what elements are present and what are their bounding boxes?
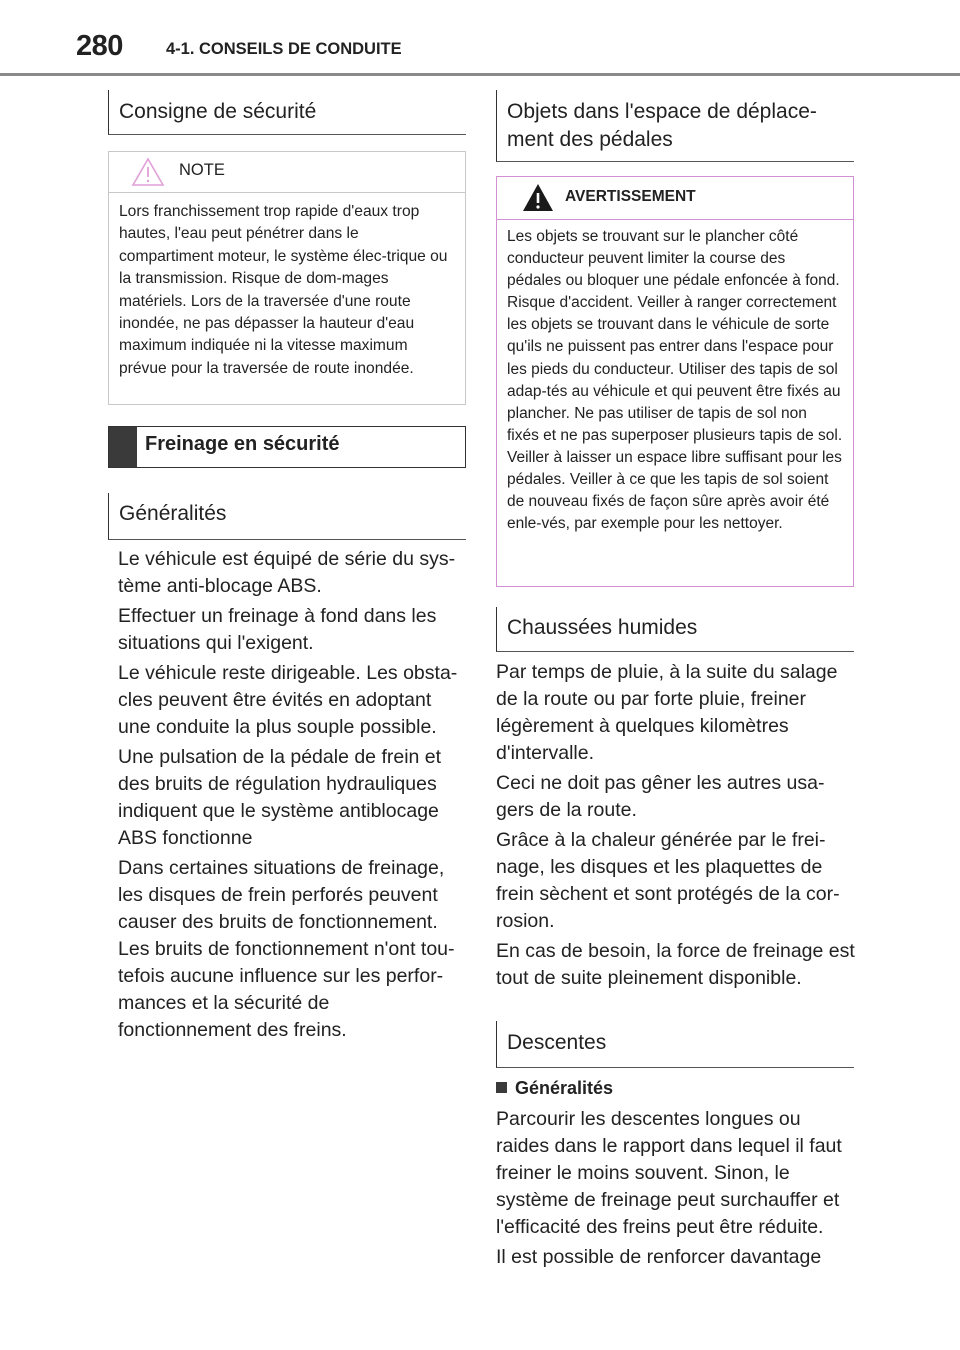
section-freinage xyxy=(108,426,466,468)
heading-chaussees-humides xyxy=(496,607,854,652)
heading-text: Chaussées humides xyxy=(507,616,698,639)
header-divider xyxy=(0,73,960,76)
heading-objets-pedales xyxy=(496,90,854,162)
note-header xyxy=(109,152,465,193)
paragraph: Par temps de pluie, à la suite du salage de la route ou par forte pluie, freiner légèrement à quelques kilomètres d'intervalle. xyxy=(496,661,838,764)
warning-text: Les objets se trouvant sur le plancher côté conducteur peuvent limiter la course des pédales ou bloquer une pédale enfoncée à fond. Risque d'accident. Veiller à ranger correctement les objets se trouvant dans le véhicule de sorte qu'ils ne puissent pas entrer dans l'espace pour les pieds du conducteur. Utiliser des tapis de sol adap-tés au véhicule et qui peuvent être fixés au plancher. Ne pas utiliser de tapis de sol non fixés et ne pas superposer plusieurs tapis de sol. Veiller à laisser un espace libre suffisant pour les pédales. Veiller à ce que les tapis de sol soient de nouveau fixés de façon sûre après avoir été enle-vés, par exemple pour les nettoyer. xyxy=(507,228,843,533)
warning-header xyxy=(497,177,853,220)
paragraph: Parcourir les descentes longues ou raides dans le rapport dans lequel il faut freiner le moins souvent. Sinon, le système de freinage peut surchauffer et l'efficacité des freins peut être réduite. xyxy=(496,1108,842,1238)
note-label: NOTE xyxy=(179,161,225,179)
heading-descentes xyxy=(496,1021,854,1068)
heading-text: Descentes xyxy=(507,1031,607,1054)
right-body-text xyxy=(496,659,856,995)
square-bullet-icon xyxy=(496,1082,507,1093)
heading-text: Généralités xyxy=(119,502,227,525)
chapter-title: 4-1. CONSEILS DE CONDUITE xyxy=(166,40,402,58)
section-title: Freinage en sécurité xyxy=(145,433,340,455)
bullet-generalites xyxy=(496,1078,613,1099)
page-header xyxy=(0,0,960,80)
paragraph: Dans certaines situations de freinage, les disques de frein perforés peuvent causer des bruits de fonctionnement. Les bruits de fonctionnement n'ont tou-tefois aucune influence sur les perfor-mances et la sécurité de fonctionnement des freins. xyxy=(118,857,455,1041)
page-number: 280 xyxy=(76,30,123,62)
paragraph: Le véhicule reste dirigeable. Les obsta-cles peuvent être évités en adoptant une conduite la plus souple possible. xyxy=(118,662,458,738)
paragraph: En cas de besoin, la force de freinage est tout de suite pleinement disponible. xyxy=(496,940,855,989)
paragraph: Grâce à la chaleur générée par le frei-nage, les disques et les plaquettes de frein sèchent et sont protégés de la cor-rosion. xyxy=(496,829,840,932)
note-text: Lors franchissement trop rapide d'eaux trop hautes, l'eau peut pénétrer dans le compartiment moteur, le système élec-trique ou la transmission. Risque de dom-mages matériels. Lors de la traversée d'une route inondée, ne pas dépasser la hauteur d'eau maximum indiquée ni la vitesse maximum prévue pour la traversée de route inondée. xyxy=(119,203,448,377)
heading-text: Objets dans l'espace de déplace-ment des pédales xyxy=(507,100,817,151)
heading-text: Consigne de sécurité xyxy=(119,100,317,123)
section-marker xyxy=(109,427,137,467)
note-box xyxy=(108,151,466,405)
paragraph: Ceci ne doit pas gêner les autres usa-gers de la route. xyxy=(496,772,825,821)
left-body-text xyxy=(118,546,468,1047)
heading-consigne-securite xyxy=(108,90,466,135)
paragraph: Le véhicule est équipé de série du sys-tème anti-blocage ABS. xyxy=(118,548,456,597)
bullet-title-text: Généralités xyxy=(515,1078,614,1098)
right-body-text-2 xyxy=(496,1106,856,1274)
warning-triangle-filled-icon xyxy=(521,182,555,214)
warning-box xyxy=(496,176,854,587)
paragraph: Il est possible de renforcer davantage xyxy=(496,1246,822,1268)
heading-generalites xyxy=(108,493,466,540)
warning-label: AVERTISSEMENT xyxy=(565,188,696,205)
caution-triangle-outline-icon xyxy=(131,157,165,187)
paragraph: Effectuer un freinage à fond dans les situations qui l'exigent. xyxy=(118,605,437,654)
paragraph: Une pulsation de la pédale de frein et des bruits de régulation hydrauliques indiquent que le système antiblocage ABS fonctionne xyxy=(118,746,442,849)
